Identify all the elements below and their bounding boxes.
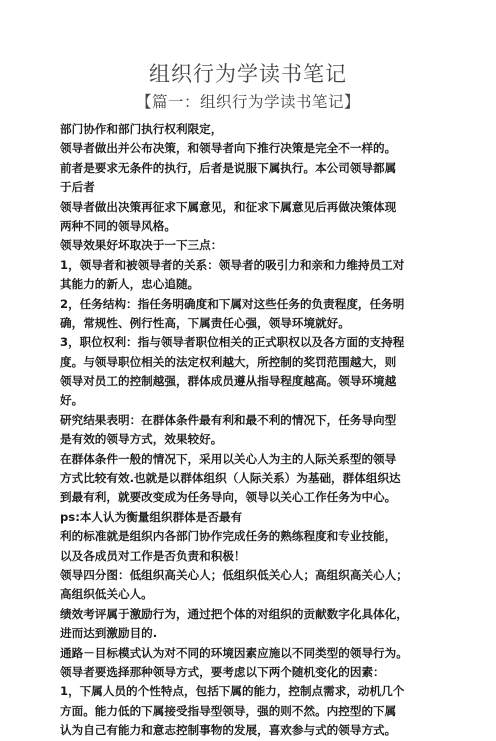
body-line: 进而达到激励目的. <box>60 626 158 641</box>
body-line: 度。与领导职位相关的法定权利越大，所控制的奖罚范围越大，则 <box>60 354 397 369</box>
body-line: 于后者 <box>60 180 95 195</box>
body-line: 研究结果表明：在群体条件最有利和最不利的情况下，任务导向型 <box>60 412 397 427</box>
body-line: 领导者做出决策再征求下属意见，和征求下属意见后再做决策体现 <box>60 199 397 214</box>
body-line: 2，任务结构：指任务明确度和下属对这些任务的负责程度，任务明 <box>60 296 405 311</box>
body-line: 好。 <box>60 393 84 408</box>
body-line: 在群体条件一般的情况下，采用以关心人为主的人际关系型的领导 <box>60 451 397 466</box>
body-line: 领导者要选择那种领导方式，要考虑以下两个随机变化的因素： <box>60 664 385 679</box>
body-line: 其能力的新人，忠心追随。 <box>60 277 200 292</box>
body-line: 领导对员工的控制越强，群体成员遵从指导程度越高。领导环境越 <box>60 374 397 389</box>
body-line: 利的标准就是组织内各部门协作完成任务的熟练程度和专业技能， <box>60 529 397 544</box>
body-line: 领导四分图：低组织高关心人；低组织低关心人；高组织高关心人； <box>60 567 408 582</box>
body-line: 方面。能力低的下属接受指导型领导，强的则不然。内控型的下属 <box>60 703 397 718</box>
body-line: 前者是要求无条件的执行，后者是说服下属执行。本公司领导都属 <box>60 160 397 175</box>
body-line: 1，领导者和被领导者的关系：领导者的吸引力和亲和力维持员工对 <box>60 257 405 272</box>
body-line: 方式比较有效.也就是以群体组织（人际关系）为基础，群体组织达 <box>60 471 401 486</box>
page-subtitle: 【篇一：组织行为学读书笔记】 <box>135 93 360 111</box>
page-title: 组织行为学读书笔记 <box>149 62 347 86</box>
body-line: 认为自己有能力和意志控制事物的发展，喜欢参与式的领导方式。 <box>60 723 397 738</box>
body-line: 绩效考评属于激励行为，通过把个体的对组织的贡献数字化具体化， <box>60 606 408 621</box>
body-line: 部门协作和部门执行权利限定， <box>60 122 223 136</box>
body-line: ps:本人认为衡量组织群体是否最有 <box>60 509 243 524</box>
body-line: 到最有利，就要改变成为任务导向，领导以关心工作任务为中心。 <box>60 490 397 505</box>
body-line: 通路－目标模式认为对不同的环境因素应施以不同类型的领导行为。 <box>60 645 408 660</box>
body-line: 1，下属人员的个性特点，包括下属的能力，控制点需求，动机几个 <box>60 684 405 699</box>
body-line: 高组织低关心人。 <box>60 587 153 602</box>
body-line: 是有效的领导方式，效果较好。 <box>60 432 223 447</box>
body-line: 确，常规性、例行性高，下属责任心强，领导环境就好。 <box>60 315 350 330</box>
body-line: 以及各成员对工作是否负责和积极！ <box>60 548 246 563</box>
body-text <box>60 120 480 741</box>
body-line: 两种不同的领导风格。 <box>60 218 176 233</box>
body-line: 领导效果好坏取决于一下三点： <box>60 238 223 253</box>
body-line: 领导者做出并公布决策，和领导者向下推行决策是完全不一样的。 <box>60 141 397 156</box>
body-line: 3，职位权利：指与领导者职位相关的正式职权以及各方面的支持程 <box>60 335 405 350</box>
